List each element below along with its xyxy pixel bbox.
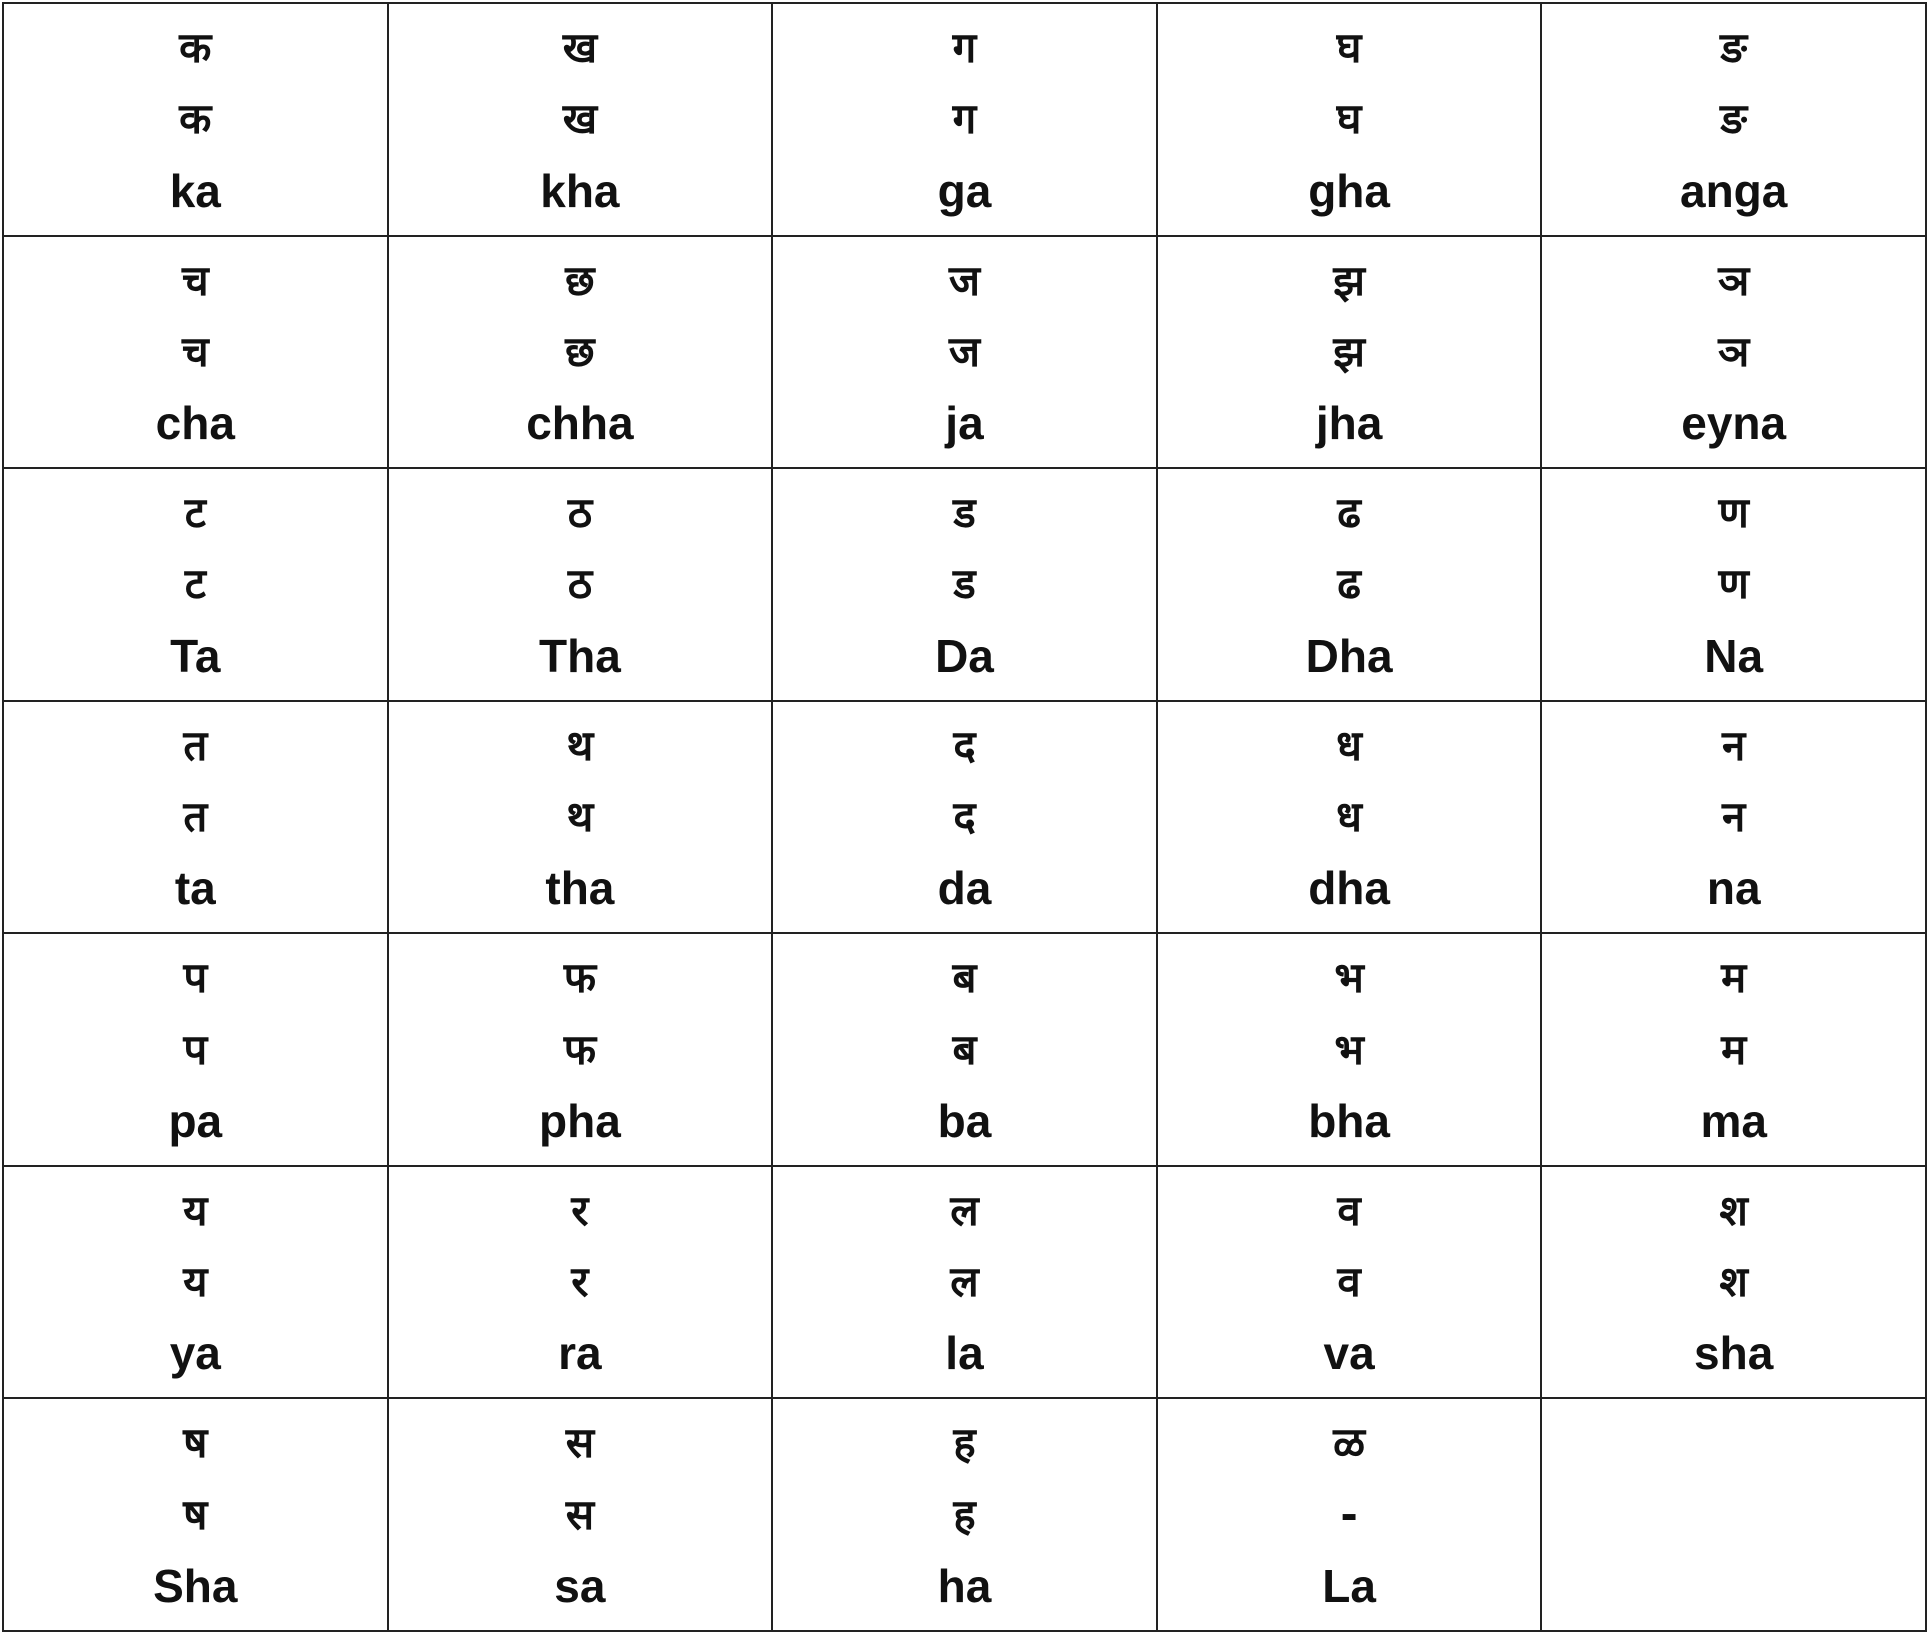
transliteration: cha xyxy=(155,397,235,450)
letter-cell-content xyxy=(4,702,387,931)
letter-cell-content xyxy=(389,935,772,1164)
letter-cell xyxy=(1157,933,1542,1166)
table-row xyxy=(3,468,1926,701)
letter-cell xyxy=(772,236,1157,469)
letter-cell-content xyxy=(389,1400,772,1629)
transliteration: ma xyxy=(1700,1094,1767,1147)
devanagari-letter-repeat: य xyxy=(183,1257,208,1307)
devanagari-letter-repeat: ण xyxy=(1718,559,1749,609)
letter-cell xyxy=(772,1398,1157,1631)
transliteration: sa xyxy=(554,1559,606,1612)
transliteration: Ta xyxy=(170,629,221,682)
devanagari-letter-repeat: व xyxy=(1337,1257,1361,1307)
devanagari-letter-repeat: ख xyxy=(562,94,598,144)
devanagari-letter-repeat: ध xyxy=(1336,791,1362,841)
letter-cell xyxy=(772,468,1157,701)
letter-cell xyxy=(3,3,388,236)
transliteration: ka xyxy=(169,164,221,217)
letter-cell-content xyxy=(1158,5,1541,234)
letter-cell-content xyxy=(4,1400,387,1629)
letter-cell-content xyxy=(1542,470,1925,699)
devanagari-letter: फ xyxy=(563,953,597,1003)
devanagari-letter-repeat: फ xyxy=(563,1024,597,1074)
letter-cell xyxy=(1157,1166,1542,1399)
letter-cell-content xyxy=(773,5,1156,234)
devanagari-letter: स xyxy=(565,1418,595,1468)
devanagari-letter: ड xyxy=(953,488,976,538)
devanagari-letter: श xyxy=(1719,1185,1748,1235)
letter-cell xyxy=(388,236,773,469)
table-row xyxy=(3,1398,1926,1631)
devanagari-letter-repeat: द xyxy=(953,791,976,841)
letter-cell-content xyxy=(1158,1168,1541,1397)
devanagari-letter-repeat: थ xyxy=(566,791,594,841)
devanagari-letter: व xyxy=(1337,1185,1361,1235)
devanagari-letter: न xyxy=(1722,720,1746,770)
devanagari-letter: ध xyxy=(1336,720,1362,770)
letter-cell xyxy=(388,701,773,934)
devanagari-letter-repeat: ढ xyxy=(1337,559,1361,609)
letter-cell xyxy=(1541,236,1926,469)
devanagari-letter-repeat: र xyxy=(571,1257,589,1307)
transliteration: chha xyxy=(526,397,634,450)
letter-cell xyxy=(3,1398,388,1631)
devanagari-letter-repeat: छ xyxy=(565,326,595,376)
transliteration: ya xyxy=(169,1327,221,1380)
devanagari-letter: च xyxy=(181,255,209,305)
devanagari-letter: ङ xyxy=(1720,23,1748,73)
letter-cell xyxy=(3,933,388,1166)
letter-cell-content xyxy=(1158,935,1541,1164)
table-row xyxy=(3,933,1926,1166)
devanagari-letter: ढ xyxy=(1337,488,1361,538)
devanagari-letter-repeat: ठ xyxy=(567,559,593,609)
devanagari-letter: क xyxy=(179,23,212,73)
transliteration: dha xyxy=(1308,862,1390,915)
transliteration: kha xyxy=(540,164,620,217)
letter-cell-content xyxy=(773,702,1156,931)
devanagari-letter-repeat: ज xyxy=(948,326,981,376)
letter-cell xyxy=(1157,1398,1542,1631)
letter-cell xyxy=(1157,468,1542,701)
letter-cell-content xyxy=(4,237,387,466)
transliteration: Sha xyxy=(153,1559,238,1612)
devanagari-letter: ठ xyxy=(567,488,593,538)
devanagari-letter: ब xyxy=(952,953,977,1003)
transliteration: la xyxy=(945,1327,984,1380)
devanagari-letter-repeat: ग xyxy=(952,94,977,144)
transliteration: Na xyxy=(1704,629,1764,682)
letter-cell xyxy=(3,701,388,934)
consonant-table-body xyxy=(3,3,1926,1631)
transliteration: Da xyxy=(935,629,994,682)
letter-cell-content xyxy=(389,470,772,699)
letter-cell-content xyxy=(4,5,387,234)
transliteration: ha xyxy=(937,1559,992,1612)
devanagari-letter-repeat: म xyxy=(1721,1024,1747,1074)
table-row xyxy=(3,701,1926,934)
letter-cell-content xyxy=(389,237,772,466)
letter-cell xyxy=(1157,236,1542,469)
devanagari-letter-repeat: ष xyxy=(183,1489,208,1539)
transliteration: ja xyxy=(945,397,984,450)
consonant-table xyxy=(2,2,1927,1632)
transliteration: gha xyxy=(1308,164,1390,217)
devanagari-letter: ख xyxy=(562,23,598,73)
devanagari-letter: द xyxy=(953,720,976,770)
devanagari-letter: ह xyxy=(953,1418,976,1468)
letter-cell-content xyxy=(1542,5,1925,234)
letter-cell-content xyxy=(4,935,387,1164)
devanagari-letter: ज xyxy=(948,255,981,305)
devanagari-letter: झ xyxy=(1333,255,1365,305)
devanagari-letter: ष xyxy=(183,1418,208,1468)
devanagari-letter: ण xyxy=(1718,488,1749,538)
devanagari-letter-repeat: श xyxy=(1719,1257,1748,1307)
devanagari-letter-repeat: न xyxy=(1722,791,1746,841)
devanagari-letter: ग xyxy=(952,23,977,73)
devanagari-letter-repeat: ह xyxy=(953,1489,976,1539)
transliteration: sha xyxy=(1694,1327,1774,1380)
transliteration: pa xyxy=(168,1094,223,1147)
devanagari-letter: ल xyxy=(950,1185,979,1235)
devanagari-letter-repeat: ञ xyxy=(1718,326,1750,376)
devanagari-letter-repeat: क xyxy=(179,94,212,144)
letter-cell xyxy=(388,933,773,1166)
devanagari-letter-repeat: ल xyxy=(950,1257,979,1307)
letter-cell xyxy=(388,3,773,236)
devanagari-letter-repeat: ब xyxy=(952,1024,977,1074)
devanagari-letter-repeat: त xyxy=(183,791,208,841)
letter-cell xyxy=(1541,701,1926,934)
letter-cell-content xyxy=(1542,1168,1925,1397)
transliteration: La xyxy=(1322,1559,1376,1612)
letter-cell xyxy=(1157,3,1542,236)
letter-cell xyxy=(1541,1166,1926,1399)
letter-cell xyxy=(388,1166,773,1399)
transliteration: va xyxy=(1323,1327,1375,1380)
letter-cell-content xyxy=(773,237,1156,466)
devanagari-letter: थ xyxy=(566,720,594,770)
letter-cell-content xyxy=(773,470,1156,699)
devanagari-letter-repeat: ड xyxy=(953,559,976,609)
devanagari-letter: त xyxy=(183,720,208,770)
letter-cell-content xyxy=(1158,702,1541,931)
devanagari-letter: म xyxy=(1721,953,1747,1003)
letter-cell xyxy=(772,1166,1157,1399)
letter-cell xyxy=(1541,468,1926,701)
transliteration: jha xyxy=(1315,397,1383,450)
letter-cell-content xyxy=(389,5,772,234)
transliteration: bha xyxy=(1308,1094,1390,1147)
letter-cell-content xyxy=(389,702,772,931)
transliteration: ga xyxy=(937,164,992,217)
letter-cell xyxy=(3,468,388,701)
transliteration: tha xyxy=(545,862,615,915)
devanagari-letter: ञ xyxy=(1718,255,1750,305)
letter-cell-content xyxy=(1542,935,1925,1164)
letter-cell-content xyxy=(1542,237,1925,466)
letter-cell xyxy=(3,236,388,469)
transliteration: Dha xyxy=(1305,629,1393,682)
devanagari-letter-repeat: घ xyxy=(1336,94,1362,144)
letter-cell xyxy=(1541,933,1926,1166)
transliteration: anga xyxy=(1680,164,1788,217)
letter-cell xyxy=(388,468,773,701)
table-row xyxy=(3,1166,1926,1399)
letter-cell-content xyxy=(773,935,1156,1164)
table-row xyxy=(3,3,1926,236)
devanagari-letter-repeat: ङ xyxy=(1720,94,1748,144)
devanagari-letter: र xyxy=(571,1185,589,1235)
devanagari-letter-repeat: - xyxy=(1340,1489,1358,1539)
transliteration: na xyxy=(1706,862,1761,915)
devanagari-letter: छ xyxy=(565,255,595,305)
devanagari-letter-repeat: भ xyxy=(1334,1024,1364,1074)
table-row xyxy=(3,236,1926,469)
transliteration: ba xyxy=(937,1094,992,1147)
letter-cell-content xyxy=(4,1168,387,1397)
letter-cell-content xyxy=(1158,470,1541,699)
letter-cell xyxy=(772,933,1157,1166)
transliteration: ra xyxy=(558,1327,602,1380)
letter-cell-content xyxy=(1542,702,1925,931)
devanagari-letter: ट xyxy=(184,488,206,538)
letter-cell xyxy=(1541,3,1926,236)
letter-cell-content xyxy=(1158,237,1541,466)
letter-cell xyxy=(388,1398,773,1631)
devanagari-letter: य xyxy=(183,1185,208,1235)
transliteration: eyna xyxy=(1681,397,1787,450)
letter-cell-content xyxy=(389,1168,772,1397)
devanagari-letter: भ xyxy=(1334,953,1364,1003)
devanagari-letter: घ xyxy=(1336,23,1362,73)
letter-cell-content xyxy=(773,1400,1156,1629)
devanagari-letter-repeat: प xyxy=(183,1024,208,1074)
devanagari-letter-repeat: झ xyxy=(1333,326,1365,376)
letter-cell-content xyxy=(4,470,387,699)
letter-cell-content xyxy=(773,1168,1156,1397)
letter-cell xyxy=(1541,1398,1926,1631)
letter-cell xyxy=(772,701,1157,934)
devanagari-letter-repeat: ट xyxy=(184,559,206,609)
letter-cell-content xyxy=(1158,1400,1541,1629)
letter-cell xyxy=(1157,701,1542,934)
devanagari-letter: प xyxy=(183,953,208,1003)
transliteration: da xyxy=(937,862,992,915)
devanagari-letter: ळ xyxy=(1333,1418,1366,1468)
letter-cell-content xyxy=(1542,1400,1925,1629)
transliteration: Tha xyxy=(539,629,621,682)
devanagari-letter-repeat: स xyxy=(565,1489,595,1539)
letter-cell xyxy=(3,1166,388,1399)
devanagari-letter-repeat: च xyxy=(181,326,209,376)
letter-cell xyxy=(772,3,1157,236)
transliteration: ta xyxy=(174,862,216,915)
transliteration: pha xyxy=(539,1094,621,1147)
